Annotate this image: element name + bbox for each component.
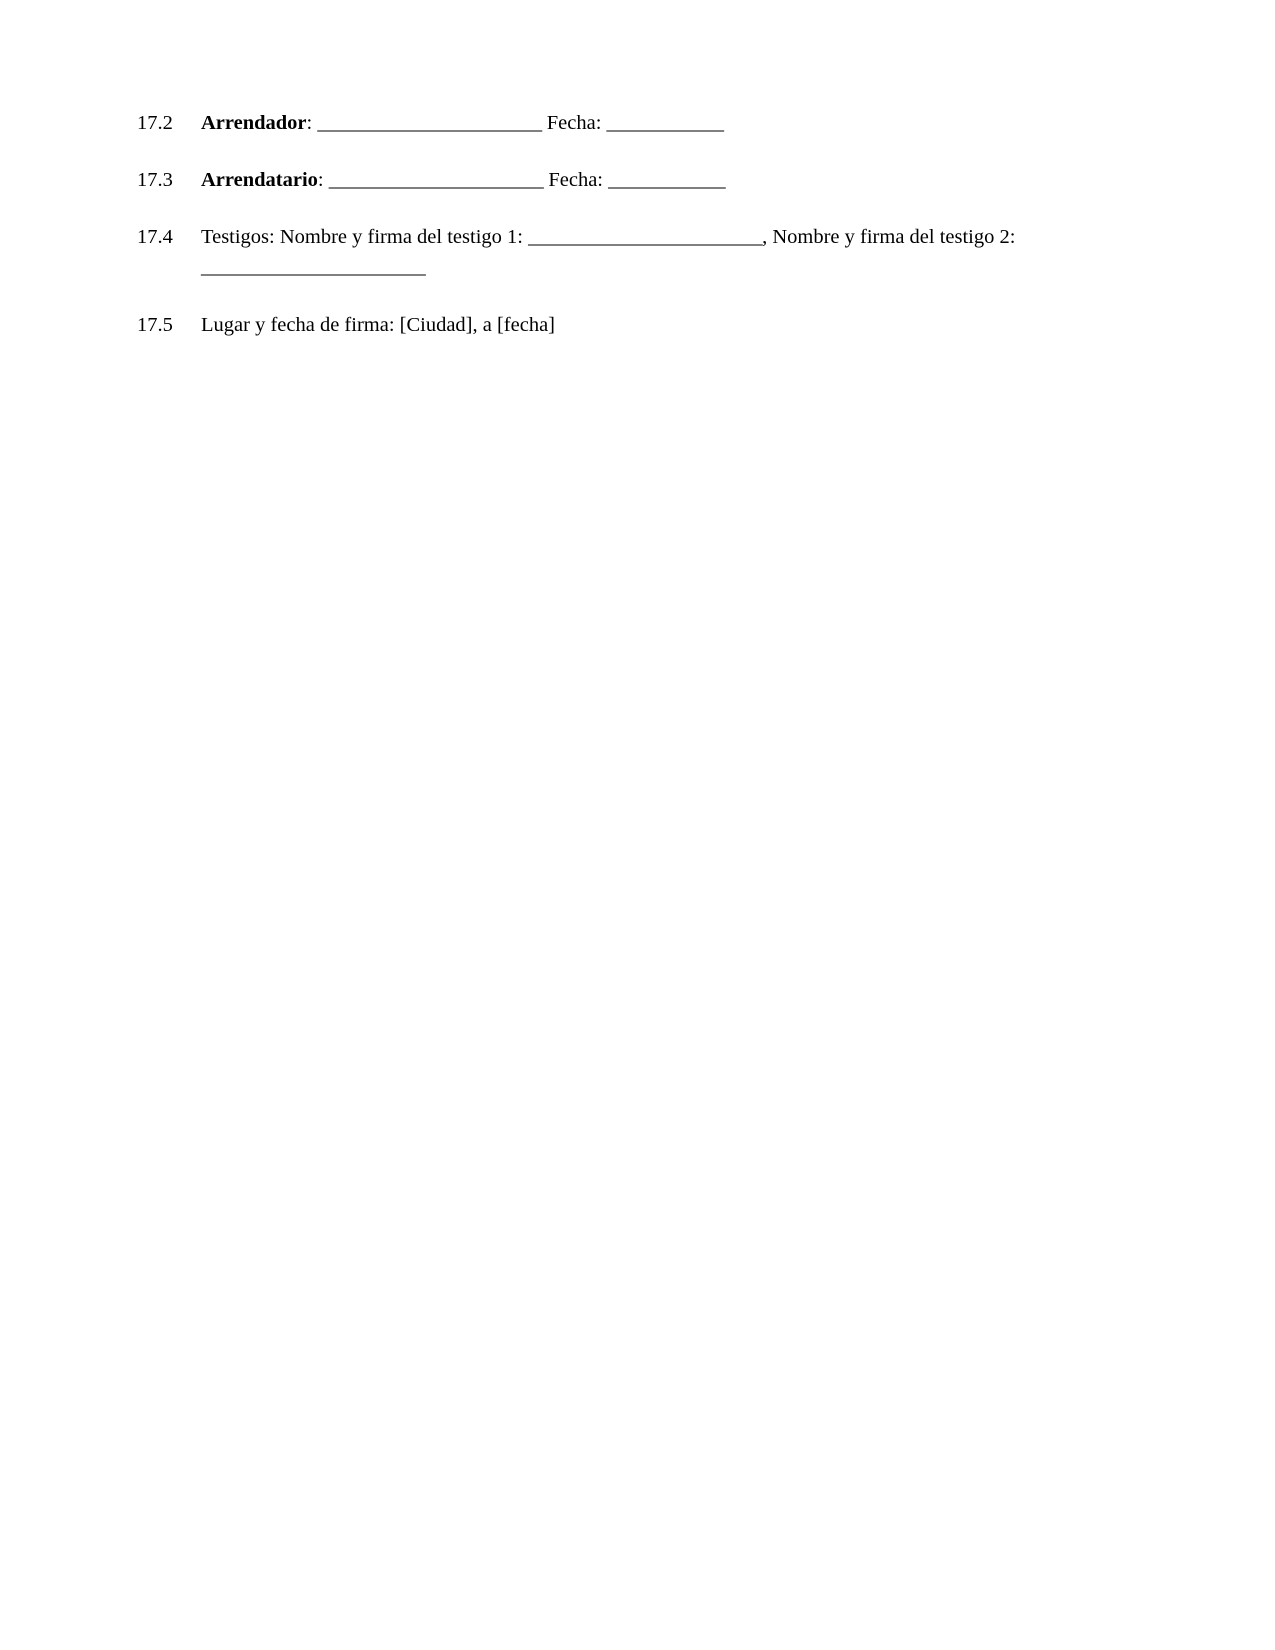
clause-text: Lugar y fecha de firma: [Ciudad], a [fecha]: [201, 313, 556, 336]
clause-label-arrendatario: Arrendatario: [201, 169, 318, 192]
signature-blank: ______________________: [328, 169, 544, 192]
date-blank: ____________: [608, 169, 726, 192]
clause-17-3: [137, 165, 1082, 195]
date-blank: ____________: [606, 112, 724, 134]
clause-17-2: [137, 108, 1082, 138]
clause-17-4: [137, 222, 1082, 282]
clause-label-suffix: :: [306, 112, 318, 134]
clause-17-5: [137, 310, 1082, 340]
clause-text: [201, 165, 1082, 195]
date-label: Fecha:: [543, 169, 609, 192]
witness-text-part-2: , Nombre y firma del testigo 2:: [762, 226, 1016, 249]
clause-label-suffix: :: [317, 169, 329, 192]
witness-text-part-1: Testigos: Nombre y firma del testigo 1:: [201, 226, 529, 249]
clause-number: 17.5: [137, 313, 173, 336]
clause-text: [201, 108, 1082, 138]
witness-1-blank: ________________________: [528, 226, 763, 249]
clause-number: 17.4: [137, 226, 173, 249]
document-content: [137, 108, 1082, 367]
clause-number: 17.2: [137, 112, 173, 134]
clause-text: [201, 222, 1082, 282]
clause-number: 17.3: [137, 169, 173, 192]
witness-2-blank: _______________________: [201, 256, 426, 279]
date-label: Fecha:: [541, 112, 607, 134]
signature-blank: _______________________: [317, 112, 542, 134]
clause-label-arrendador: Arrendador: [201, 112, 307, 134]
